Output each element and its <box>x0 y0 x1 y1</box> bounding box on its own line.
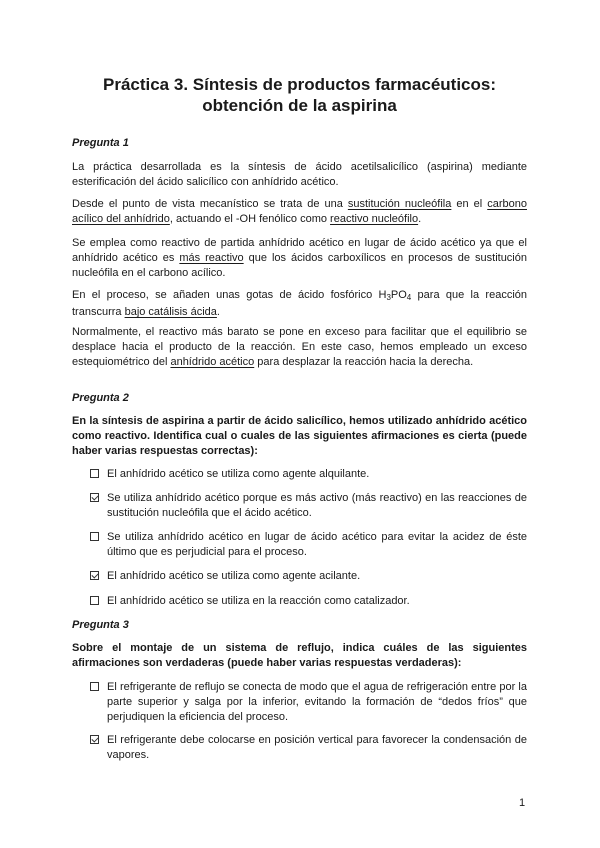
checkbox-checked-icon[interactable] <box>90 571 99 580</box>
q2-option-5[interactable]: El anhídrido acético se utiliza en la reacción como catalizador. <box>90 594 527 609</box>
title-line-1: Práctica 3. Síntesis de productos farmacéuticos: <box>102 75 497 94</box>
q1-paragraph-5: Normalmente, el reactivo más barato se pone en exceso para facilitar que el equilibrio se desplace hacia el producto de la reacción. En este caso, hemos empleado un exceso estequiométrico del anhídrido acético para desplazar la reacción hacia la derecha. <box>72 326 527 368</box>
question-3-label: Pregunta 3 <box>72 619 129 631</box>
checkbox-unchecked-icon[interactable] <box>90 596 99 605</box>
checkbox-unchecked-icon[interactable] <box>90 469 99 478</box>
q2-option-4[interactable]: El anhídrido acético se utiliza como agente acilante. <box>90 569 527 584</box>
q1-paragraph-3: Se emplea como reactivo de partida anhídrido acético en lugar de ácido acético ya que el anhídrido acético es más reactivo que los ácidos carboxílicos en procesos de sustitución nucleófila en el carbono acílico. <box>72 237 527 279</box>
checkbox-checked-icon[interactable] <box>90 735 99 744</box>
q3-statement: Sobre el montaje de un sistema de reflujo, indica cuáles de las siguientes afirmaciones son verdaderas (puede haber varias respuestas verdaderas): <box>72 642 527 669</box>
title-line-2: obtención de la aspirina <box>202 96 397 115</box>
checkbox-checked-icon[interactable] <box>90 493 99 502</box>
q1-paragraph-1: La práctica desarrollada es la síntesis de ácido acetilsalicílico (aspirina) mediante esterificación del ácido salicílico con anhídrido acético. <box>72 161 527 188</box>
page-title <box>72 74 527 116</box>
checkbox-unchecked-icon[interactable] <box>90 682 99 691</box>
q2-option-3[interactable]: Se utiliza anhídrido acético en lugar de ácido acético para evitar la acidez de éste último que es perjudicial para el proceso. <box>90 530 527 560</box>
q2-option-2[interactable]: Se utiliza anhídrido acético porque es más activo (más reactivo) en las reacciones de sustitución nucleófila que el ácido acético. <box>90 491 527 521</box>
question-1-label: Pregunta 1 <box>72 137 129 149</box>
checkbox-unchecked-icon[interactable] <box>90 532 99 541</box>
q3-option-2[interactable]: El refrigerante debe colocarse en posición vertical para favorecer la condensación de vapores. <box>90 733 527 763</box>
page-number: 1 <box>519 797 526 809</box>
q2-statement: En la síntesis de aspirina a partir de ácido salicílico, hemos utilizado anhídrido acético como reactivo. Identifica cual o cuales de las siguientes afirmaciones es cierta (puede haber varias respuestas correctas): <box>72 415 527 457</box>
q1-paragraph-4: En el proceso, se añaden unas gotas de ácido fosfórico $H_3PO_4$ para que la reacción transcurra bajo catálisis ácida. <box>72 289 527 318</box>
q3-option-1[interactable]: El refrigerante de reflujo se conecta de modo que el agua de refrigeración entre por la parte superior y salga por la inferior, evitando la formación de “dedos fríos” que perjudiquen la eficiencia del proceso. <box>90 680 527 725</box>
q2-option-1[interactable]: El anhídrido acético se utiliza como agente alquilante. <box>90 467 527 482</box>
question-2-label: Pregunta 2 <box>72 392 129 404</box>
q1-paragraph-2: Desde el punto de vista mecanístico se trata de una sustitución nucleófila en el carbono acílico del anhídrido, actuando el -OH fenólico como reactivo nucleófilo. <box>72 198 527 225</box>
